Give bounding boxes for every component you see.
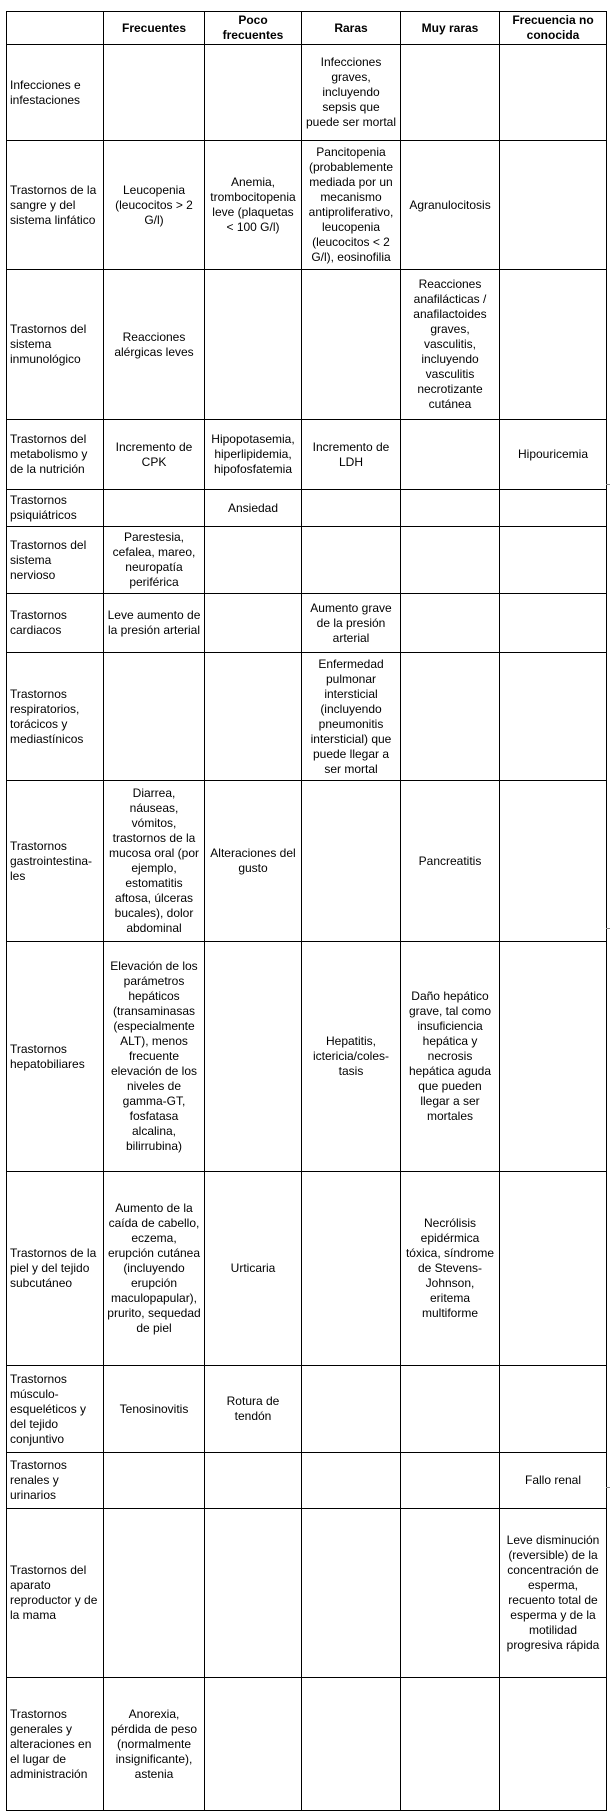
- frequency-cell: [500, 1678, 607, 1811]
- frequency-cell: [401, 1366, 500, 1453]
- frequency-cell: Aumento de la caída de cabello, eczema, erupción cutánea (incluyendo erupción maculopapular), prurito, sequedad de piel: [104, 1172, 205, 1366]
- frequency-cell: [401, 1509, 500, 1678]
- frequency-cell: Hepatitis, ictericia/coles-tasis: [302, 942, 401, 1172]
- frequency-cell: Agranulocitosis: [401, 141, 500, 270]
- organ-class-cell: Trastornos del metabolismo y de la nutrición: [7, 420, 104, 490]
- frequency-cell: [205, 1678, 302, 1811]
- header-cell-unknown-frequency: Frecuencia no conocida: [500, 12, 607, 45]
- organ-class-cell: Trastornos del sistema inmunológico: [7, 270, 104, 420]
- frequency-cell: Infecciones graves, incluyendo sepsis que puede ser mortal: [302, 45, 401, 141]
- header-cell-rare: Raras: [302, 12, 401, 45]
- organ-class-cell: Trastornos renales y urinarios: [7, 1453, 104, 1509]
- frequency-cell: [401, 1678, 500, 1811]
- frequency-cell: Hipopotasemia, hiperlipidemia, hipofosfatemia: [205, 420, 302, 490]
- frequency-cell: [205, 942, 302, 1172]
- frequency-cell: [401, 527, 500, 594]
- frequency-cell: [302, 1509, 401, 1678]
- frequency-cell: Leve disminución (reversible) de la concentración de esperma, recuento total de esperma y de la motilidad progresiva rápida: [500, 1509, 607, 1678]
- frequency-cell: Anemia, trombocitopenia leve (plaquetas < 100 G/l): [205, 141, 302, 270]
- frequency-cell: [500, 594, 607, 653]
- frequency-cell: Hipouricemia: [500, 420, 607, 490]
- frequency-cell: [302, 1453, 401, 1509]
- frequency-cell: Diarrea, náuseas, vómitos, trastornos de la mucosa oral (por ejemplo, estomatitis aftosa, úlceras bucales), dolor abdominal: [104, 781, 205, 942]
- frequency-cell: Reacciones anafilácticas / anafilactoides graves, vasculitis, incluyendo vasculitis necrotizante cutánea: [401, 270, 500, 420]
- frequency-cell: Aumento grave de la presión arterial: [302, 594, 401, 653]
- frequency-cell: Elevación de los parámetros hepáticos (transaminasas (especialmente ALT), menos frecuente elevación de los niveles de gamma-GT, fosfatasa alcalina, bilirrubina): [104, 942, 205, 1172]
- table-row: [7, 527, 607, 594]
- frequency-cell: [302, 1366, 401, 1453]
- frequency-cell: [205, 653, 302, 781]
- header-cell-frequent: Frecuentes: [104, 12, 205, 45]
- frequency-cell: Anorexia, pérdida de peso (normalmente insignificante), astenia: [104, 1678, 205, 1811]
- frequency-cell: Enfermedad pulmonar intersticial (incluyendo pneumonitis intersticial) que puede llegar a ser mortal: [302, 653, 401, 781]
- header-cell-very-rare: Muy raras: [401, 12, 500, 45]
- frequency-cell: [302, 527, 401, 594]
- frequency-cell: [500, 653, 607, 781]
- table-row: [7, 1172, 607, 1366]
- frequency-cell: [401, 420, 500, 490]
- header-cell-uncommon: Poco frecuentes: [205, 12, 302, 45]
- table-row: [7, 653, 607, 781]
- frequency-cell: Daño hepático grave, tal como insuficiencia hepática y necrosis hepática aguda que pueden llegar a ser mortales: [401, 942, 500, 1172]
- frequency-cell: [205, 1509, 302, 1678]
- frequency-cell: [205, 45, 302, 141]
- frequency-cell: Ansiedad: [205, 490, 302, 527]
- table-row: [7, 942, 607, 1172]
- frequency-cell: Reacciones alérgicas leves: [104, 270, 205, 420]
- frequency-cell: [500, 1366, 607, 1453]
- table-body: [7, 45, 607, 1811]
- organ-class-cell: Trastornos del sistema nervioso: [7, 527, 104, 594]
- frequency-cell: [401, 653, 500, 781]
- frequency-cell: [104, 1453, 205, 1509]
- table-row: [7, 1366, 607, 1453]
- frequency-cell: [104, 1509, 205, 1678]
- table-row: [7, 490, 607, 527]
- table-row: [7, 45, 607, 141]
- frequency-cell: [401, 490, 500, 527]
- frequency-cell: [302, 1172, 401, 1366]
- frequency-cell: [500, 781, 607, 942]
- frequency-cell: [500, 1172, 607, 1366]
- frequency-cell: Necrólisis epidérmica tóxica, síndrome de Stevens-Johnson, eritema multiforme: [401, 1172, 500, 1366]
- organ-class-cell: Infecciones e infestaciones: [7, 45, 104, 141]
- edge-mark: [606, 928, 610, 929]
- frequency-cell: [205, 1453, 302, 1509]
- table-row: [7, 1678, 607, 1811]
- frequency-cell: [302, 490, 401, 527]
- frequency-cell: [500, 490, 607, 527]
- frequency-cell: Alteraciones del gusto: [205, 781, 302, 942]
- organ-class-cell: Trastornos psiquiátricos: [7, 490, 104, 527]
- frequency-cell: [302, 781, 401, 942]
- header-cell-organ-class: [7, 12, 104, 45]
- frequency-cell: [302, 270, 401, 420]
- frequency-cell: [104, 653, 205, 781]
- organ-class-cell: Trastornos generales y alteraciones en el lugar de administración: [7, 1678, 104, 1811]
- frequency-cell: [302, 1678, 401, 1811]
- frequency-cell: [500, 45, 607, 141]
- frequency-cell: Pancitopenia (probablemente mediada por un mecanismo antiproliferativo, leucopenia (leucocitos < 2 G/l), eosinofilia: [302, 141, 401, 270]
- table-row: [7, 141, 607, 270]
- frequency-cell: Fallo renal: [500, 1453, 607, 1509]
- table-row: [7, 594, 607, 653]
- frequency-cell: [104, 45, 205, 141]
- organ-class-cell: Trastornos cardiacos: [7, 594, 104, 653]
- frequency-cell: Leucopenia (leucocitos > 2 G/l): [104, 141, 205, 270]
- frequency-cell: [500, 270, 607, 420]
- organ-class-cell: Trastornos hepatobiliares: [7, 942, 104, 1172]
- edge-mark: [606, 484, 610, 485]
- frequency-cell: Rotura de tendón: [205, 1366, 302, 1453]
- organ-class-cell: Trastornos respiratorios, torácicos y mediastínicos: [7, 653, 104, 781]
- organ-class-cell: Trastornos del aparato reproductor y de la mama: [7, 1509, 104, 1678]
- adverse-reactions-table: [6, 11, 607, 1811]
- organ-class-cell: Trastornos músculo-esqueléticos y del tejido conjuntivo: [7, 1366, 104, 1453]
- frequency-cell: [500, 141, 607, 270]
- organ-class-cell: Trastornos de la sangre y del sistema linfático: [7, 141, 104, 270]
- frequency-cell: [205, 270, 302, 420]
- frequency-cell: Tenosinovitis: [104, 1366, 205, 1453]
- frequency-cell: Incremento de LDH: [302, 420, 401, 490]
- frequency-cell: [401, 45, 500, 141]
- frequency-cell: [401, 594, 500, 653]
- header-row: [7, 12, 607, 45]
- frequency-cell: [104, 490, 205, 527]
- frequency-cell: Parestesia, cefalea, mareo, neuropatía periférica: [104, 527, 205, 594]
- frequency-cell: Pancreatitis: [401, 781, 500, 942]
- frequency-cell: [205, 594, 302, 653]
- organ-class-cell: Trastornos gastrointestina-les: [7, 781, 104, 942]
- table-row: [7, 420, 607, 490]
- frequency-cell: Urticaria: [205, 1172, 302, 1366]
- organ-class-cell: Trastornos de la piel y del tejido subcutáneo: [7, 1172, 104, 1366]
- frequency-cell: Leve aumento de la presión arterial: [104, 594, 205, 653]
- table-row: [7, 781, 607, 942]
- frequency-cell: [205, 527, 302, 594]
- table-row: [7, 1509, 607, 1678]
- frequency-cell: Incremento de CPK: [104, 420, 205, 490]
- table-row: [7, 270, 607, 420]
- frequency-cell: [500, 942, 607, 1172]
- table-row: [7, 1453, 607, 1509]
- frequency-cell: [401, 1453, 500, 1509]
- frequency-cell: [500, 527, 607, 594]
- edge-mark: [606, 1487, 610, 1488]
